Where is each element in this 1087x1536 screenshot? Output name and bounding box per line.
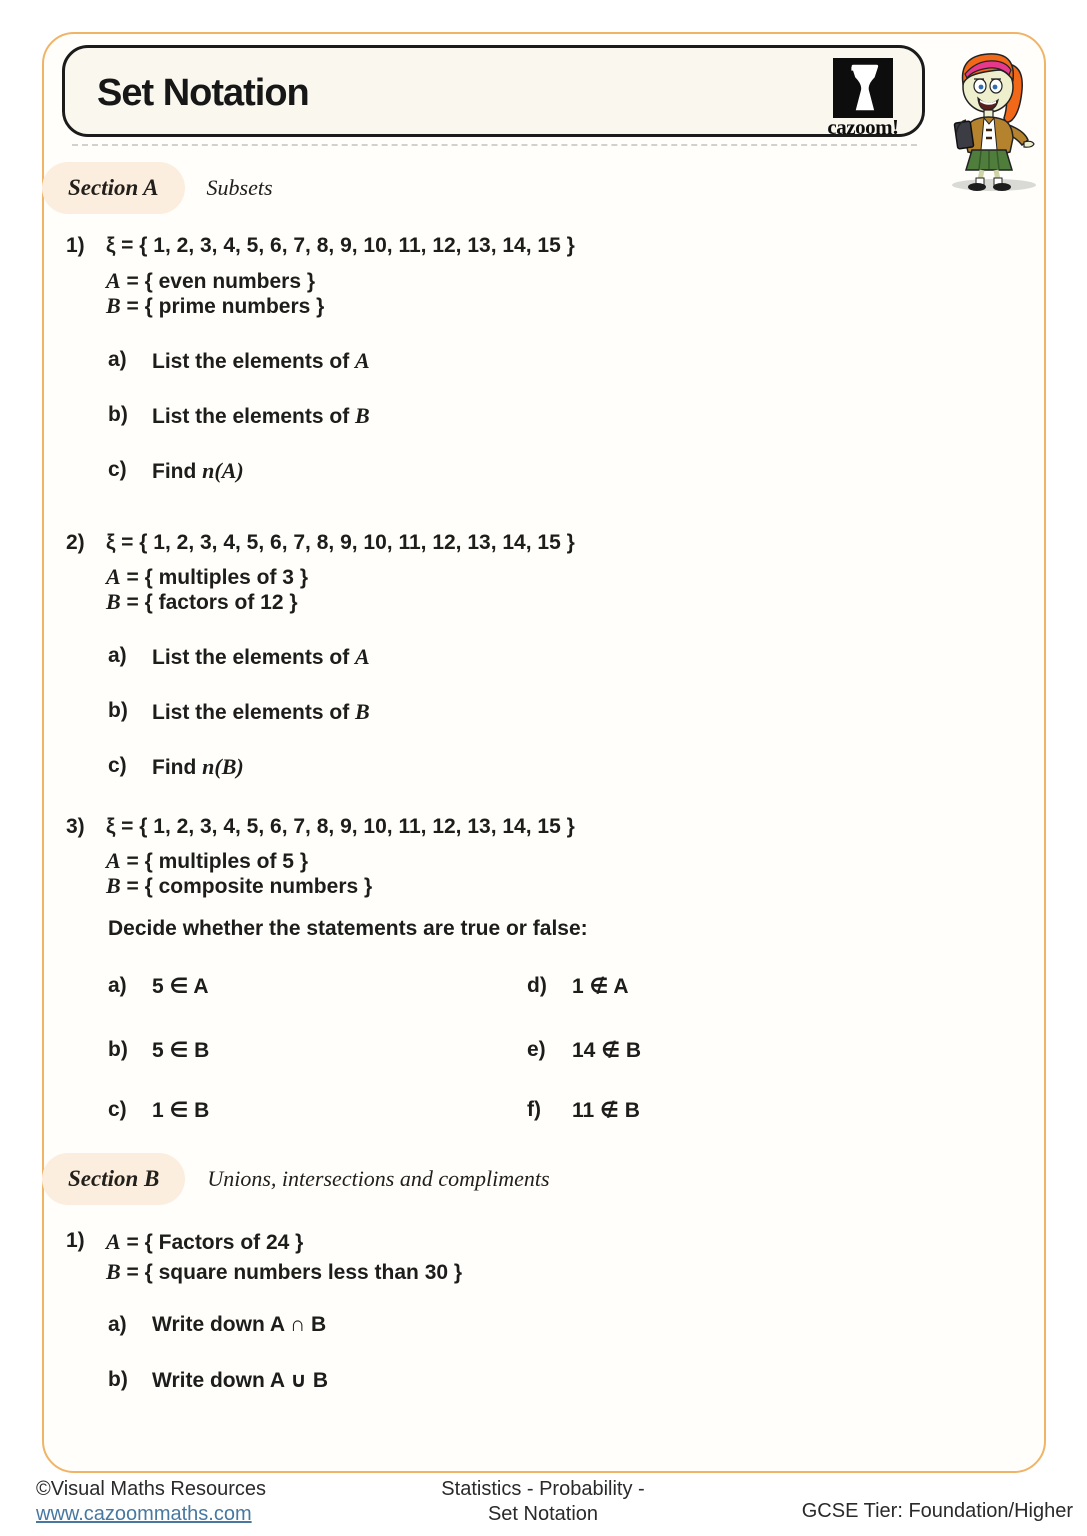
q1b-label: b)	[108, 403, 128, 426]
q1a-text	[152, 348, 370, 374]
section-a-subtitle: Subsets	[206, 175, 273, 200]
sb-q1b-text: Write down A ∪ B	[152, 1369, 329, 1392]
q1b-text	[152, 403, 370, 429]
q3-number: 3)	[66, 815, 85, 838]
q2-number: 2)	[66, 531, 85, 554]
q1-set-b	[106, 293, 324, 319]
q3d-label: d)	[527, 974, 547, 997]
q3-universal-set: ξ = { 1, 2, 3, 4, 5, 6, 7, 8, 9, 10, 11, 12, 13, 14, 15 }	[106, 815, 575, 838]
q3-set-a-var: A	[106, 848, 121, 873]
sb-q1a-text: Write down A ∩ B	[152, 1313, 327, 1336]
footer-copyright: ©Visual Maths Resources	[36, 1478, 267, 1500]
section-b-header	[42, 1153, 550, 1205]
q2-set-a-var: A	[106, 564, 121, 589]
q2-universal-set: ξ = { 1, 2, 3, 4, 5, 6, 7, 8, 9, 10, 11, 12, 13, 14, 15 }	[106, 531, 575, 554]
q2c-text-main: Find	[152, 756, 203, 779]
sb-q1-set-b-def: = { square numbers less than 30 }	[120, 1261, 463, 1284]
q3c-label: c)	[108, 1098, 127, 1121]
footer-website-link[interactable]: www.cazoommaths.com	[36, 1503, 252, 1525]
q2a-text-math: A	[355, 644, 370, 669]
q3a-statement: 5 ∈ A	[152, 975, 209, 998]
q2-set-b	[106, 589, 298, 615]
q1c-text	[152, 458, 244, 484]
sb-q1-set-a-def: = { Factors of 24 }	[120, 1231, 304, 1254]
cazoom-logo	[820, 58, 906, 140]
q3f-statement: 11 ∉ B	[572, 1099, 640, 1122]
q3e-label: e)	[527, 1038, 546, 1061]
q3b-label: b)	[108, 1038, 128, 1061]
q3-set-b-var: B	[106, 873, 121, 898]
q2-set-b-def: = { factors of 12 }	[120, 591, 298, 614]
q3f-label: f)	[527, 1098, 541, 1121]
q1-set-a-var: A	[106, 268, 121, 293]
q2-set-a-def: = { multiples of 3 }	[120, 566, 308, 589]
q2-set-a	[106, 564, 308, 590]
q1-set-b-var: B	[106, 293, 121, 318]
q3-set-a-def: = { multiples of 5 }	[120, 850, 308, 873]
q2b-text	[152, 699, 370, 725]
title-banner	[62, 45, 925, 137]
q1-set-a	[106, 268, 315, 294]
page-title: Set Notation	[97, 72, 309, 114]
q2b-text-math: B	[355, 699, 370, 724]
q3-set-b-def: = { composite numbers }	[120, 875, 373, 898]
q2a-text-main: List the elements of	[152, 646, 356, 669]
sb-q1-set-b-var: B	[106, 1259, 121, 1284]
q2c-text	[152, 754, 244, 780]
q3e-statement: 14 ∉ B	[572, 1039, 642, 1062]
q2a-text	[152, 644, 370, 670]
q3c-statement: 1 ∈ B	[152, 1099, 210, 1122]
q2b-text-main: List the elements of	[152, 701, 356, 724]
sb-q1-set-b	[106, 1259, 462, 1285]
sb-q1-set-a	[106, 1229, 303, 1255]
q2c-text-math: n(B)	[202, 754, 244, 779]
footer-tier: GCSE Tier: Foundation/Higher	[801, 1500, 1073, 1522]
q1a-label: a)	[108, 348, 127, 371]
q2b-label: b)	[108, 699, 128, 722]
q3-set-b	[106, 873, 372, 899]
section-b-subtitle: Unions, intersections and compliments	[207, 1166, 550, 1191]
q1c-label: c)	[108, 458, 127, 481]
footer-topic-line1: Statistics - Probability -	[441, 1478, 645, 1500]
q1c-text-math: n(A)	[202, 458, 244, 483]
q1a-text-math: A	[355, 348, 370, 373]
sb-q1b-label: b)	[108, 1368, 128, 1391]
q1-set-a-def: = { even numbers }	[120, 270, 316, 293]
title-underline-dashes	[72, 144, 917, 146]
q1-number: 1)	[66, 234, 85, 257]
q1-set-b-def: = { prime numbers }	[120, 295, 325, 318]
section-a-header	[42, 162, 273, 214]
mascot-girl-illustration	[936, 34, 1052, 194]
q1a-text-main: List the elements of	[152, 350, 356, 373]
q3-set-a	[106, 848, 308, 874]
q3b-statement: 5 ∈ B	[152, 1039, 210, 1062]
drum-icon	[833, 58, 893, 118]
q1c-text-main: Find	[152, 460, 203, 483]
q2c-label: c)	[108, 754, 127, 777]
section-b-pill: Section B	[42, 1153, 185, 1205]
q3a-label: a)	[108, 974, 127, 997]
q1-universal-set: ξ = { 1, 2, 3, 4, 5, 6, 7, 8, 9, 10, 11, 12, 13, 14, 15 }	[106, 234, 575, 257]
footer-topic-line2: Set Notation	[487, 1503, 599, 1525]
sb-q1-set-a-var: A	[106, 1229, 121, 1254]
q3-instruction: Decide whether the statements are true or false:	[108, 917, 588, 940]
section-a-pill: Section A	[42, 162, 185, 214]
cazoom-logo-text: cazoom!	[827, 115, 899, 139]
q1b-text-math: B	[355, 403, 370, 428]
q1b-text-main: List the elements of	[152, 405, 356, 428]
q2a-label: a)	[108, 644, 127, 667]
sb-q1-number: 1)	[66, 1229, 85, 1252]
q2-set-b-var: B	[106, 589, 121, 614]
sb-q1a-label: a)	[108, 1313, 127, 1336]
q3d-statement: 1 ∉ A	[572, 975, 629, 998]
